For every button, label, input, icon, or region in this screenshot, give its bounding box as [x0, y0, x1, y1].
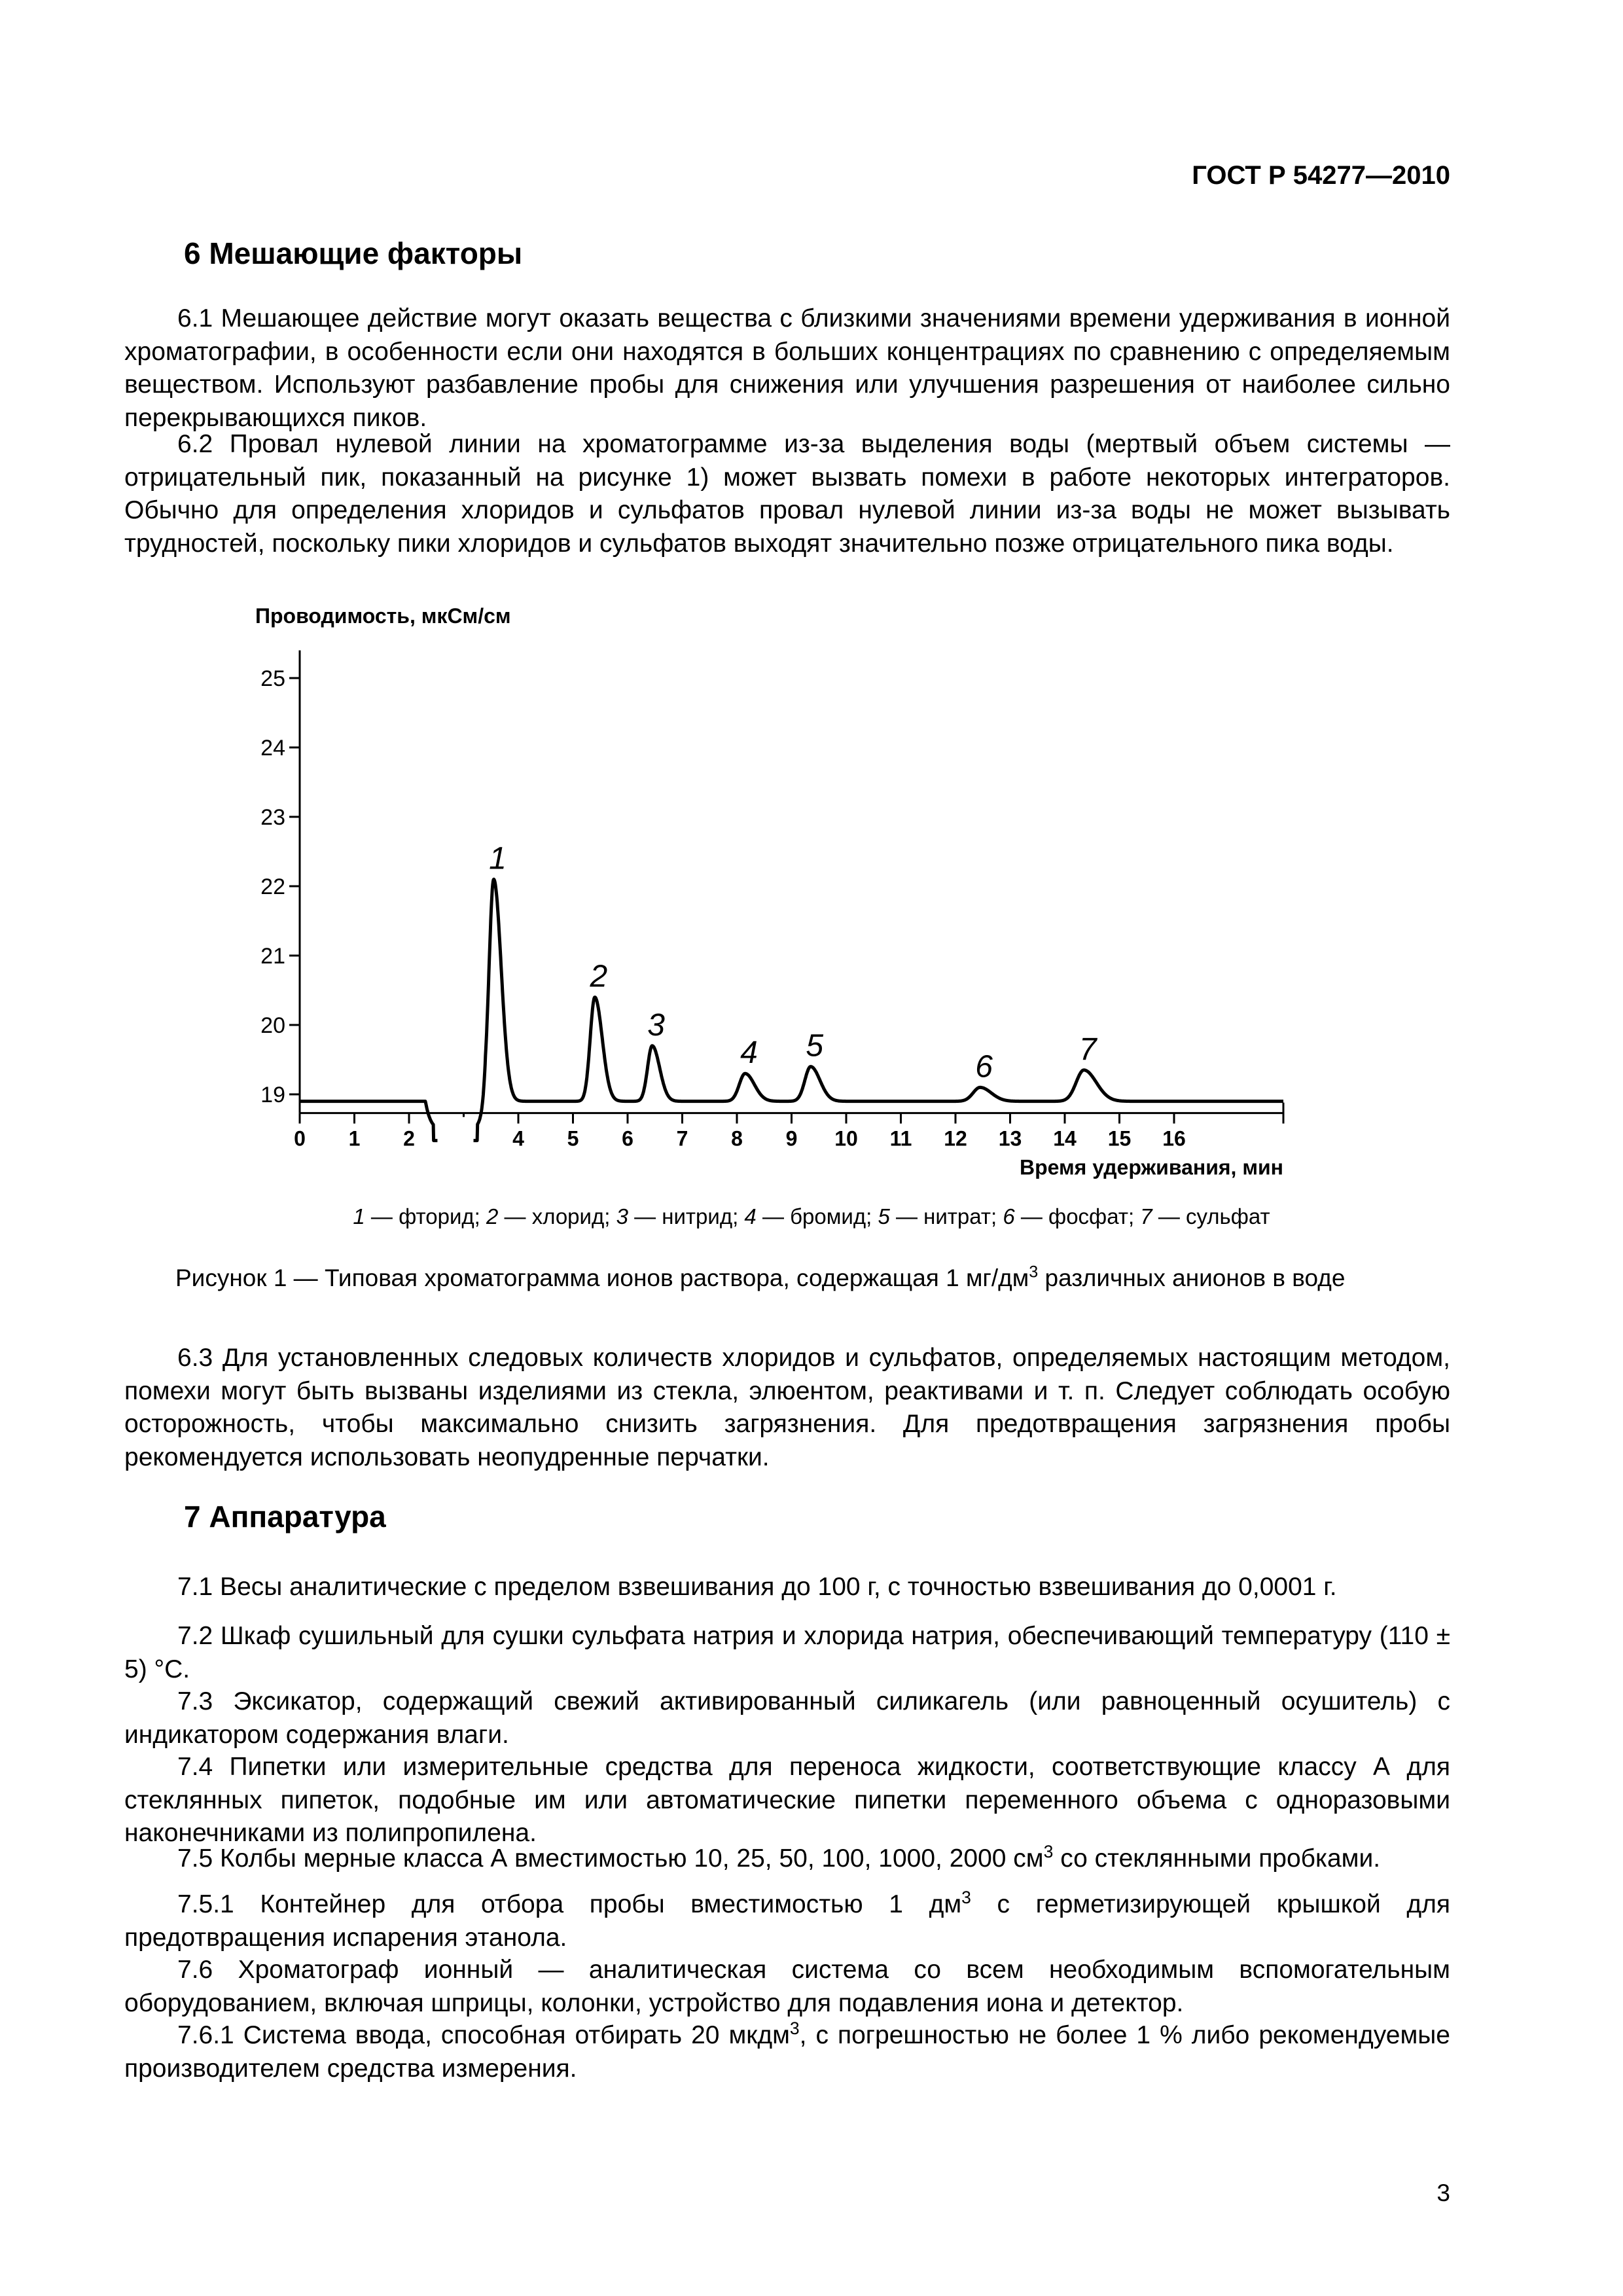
document-id: ГОСТ Р 54277—2010 — [1192, 161, 1450, 190]
peak-label-2: 2 — [590, 959, 608, 994]
paragraph-7-6-1: 7.6.1 Система ввода, способная отбирать 20 мкдм$^3$, с погрешностью не более 1 % либо рекомендуемые производителем средства измерения. — [124, 2018, 1450, 2083]
paragraph-7-5-1: 7.5.1 Контейнер для отбора пробы вместимостью 1 $дм^3$ с герметизирующей крышкой для предотвращения испарения этанола. — [124, 1888, 1451, 1952]
y-tick-label-23: 23 — [260, 805, 285, 830]
paragraph-7-4: 7.4 Пипетки или измерительные средства для переноса жидкости, соответствующие классу А для стеклянных пипеток, подобные им или автоматические пипетки переменного объема с одноразовыми наконечниками из полипропилена. — [124, 1753, 1450, 1848]
y-tick-label-19: 19 — [260, 1083, 285, 1107]
paragraph-7-6: 7.6 Хроматограф ионный — аналитическая система со всем необходимым вспомогательным оборудованием, включая шприцы, колонки, устройство для подавления иона и детектор. — [124, 1956, 1450, 2017]
paragraph-6-1: 6.1 Мешающее действие могут оказать вещества с близкими значениями времени удерживания в ионной хроматографии, в особенности если они находятся в больших концентрациях по сравнению с определяемым веществом. Используют разбавление пробы для снижения или улучшения разрешения от наиболее сильно перекрывающихся пиков. — [124, 304, 1450, 433]
paragraph-7-3: 7.3 Эксикатор, содержащий свежий активированный силикагель (или равноценный осушитель) с индикатором содержания влаги. — [124, 1687, 1450, 1749]
paragraph-7-1-block — [124, 1571, 1450, 1604]
x-tick-label-7: 7 — [676, 1126, 688, 1151]
y-tick-label-21: 21 — [260, 944, 285, 969]
y-tick-label-20: 20 — [260, 1013, 285, 1038]
x-tick-label-15: 15 — [1107, 1126, 1132, 1151]
paragraph-7-2-block — [124, 1620, 1450, 1686]
peak-label-3: 3 — [647, 1007, 665, 1043]
chromatogram-trace — [300, 879, 1283, 1140]
dip-gap-mask — [437, 1117, 473, 1157]
x-tick-label-13: 13 — [998, 1126, 1022, 1151]
peak-label-6: 6 — [975, 1049, 993, 1085]
paragraph-6-2: 6.2 Провал нулевой линии на хроматограмме из-за выделения воды (мертвый объем системы — отрицательный пик, показанный на рисунке 1) может вызвать помехи в работе некоторых интеграторов. Обычно для определения хлоридов и сульфатов провал нулевой линии из-за воды не может вызывать трудностей, поскольку пики хлоридов и сульфатов выходят значительно позже отрицательного пика воды. — [124, 430, 1450, 558]
paragraph-7-3-block — [124, 1685, 1450, 1751]
x-tick-label-2: 2 — [403, 1126, 415, 1151]
paragraph-7-5: 7.5 Колбы мерные класса А вместимостью 10, 25, 50, 100, 1000, 2000 $см^3$ со стеклянными пробками. — [177, 1842, 1381, 1873]
y-tick-label-22: 22 — [260, 874, 285, 899]
page-number: 3 — [1436, 2179, 1450, 2206]
legend-item-6: 6 — фосфат; — [1003, 1204, 1141, 1229]
paragraph-7-1: 7.1 Весы аналитические с пределом взвешивания до 100 г, с точностью взвешивания до 0,0001 г. — [177, 1573, 1337, 1601]
y-tick-label-25: 25 — [260, 666, 285, 691]
x-tick-label-4: 4 — [512, 1126, 524, 1151]
peak-label-7: 7 — [1079, 1031, 1097, 1067]
paragraph-7-5-1-block — [124, 1888, 1450, 1954]
section-6-title: 6 Мешающие факторы — [184, 236, 523, 270]
x-tick-label-6: 6 — [622, 1126, 633, 1151]
legend-item-5: 5 — нитрат; — [878, 1204, 1003, 1229]
y-tick-label-24: 24 — [260, 736, 285, 761]
legend-item-1: 1 — фторид; — [353, 1204, 486, 1229]
paragraph-7-6-1-block — [124, 2019, 1450, 2085]
paragraph-6-3: 6.3 Для установленных следовых количеств хлоридов и сульфатов, определяемых настоящим методом, помехи могут быть вызваны изделиями из стекла, элюентом, реактивами и т. п. Следует соблюдать особую осторожность, чтобы максимально снизить загрязнения. Для предотвращения загрязнения пробы рекомендуется использовать неопудренные перчатки. — [124, 1344, 1450, 1472]
x-tick-label-0: 0 — [294, 1126, 306, 1151]
paragraph-7-2: 7.2 Шкаф сушильный для сушки сульфата натрия и хлорида натрия, обеспечивающий температуру (110 ± 5) °С. — [124, 1622, 1450, 1683]
y-axis-label: Проводимость, мкСм/см — [255, 604, 511, 628]
legend-item-4: 4 — бромид; — [744, 1204, 878, 1229]
x-tick-label-1: 1 — [348, 1126, 361, 1151]
paragraph-7-4-block — [124, 1751, 1450, 1850]
x-tick-label-16: 16 — [1162, 1126, 1186, 1151]
paragraph-7-5-block — [124, 1842, 1450, 1876]
x-tick-label-11: 11 — [889, 1126, 912, 1151]
x-tick-label-9: 9 — [785, 1126, 798, 1151]
legend-item-2: 2 — хлорид; — [486, 1204, 616, 1229]
paragraph-7-6-block — [124, 1954, 1450, 2020]
peak-label-1: 1 — [489, 841, 507, 876]
x-tick-label-14: 14 — [1053, 1126, 1077, 1151]
paragraph-6-3-block — [124, 1342, 1450, 1475]
legend-item-3: 3 — нитрид; — [616, 1204, 745, 1229]
x-tick-label-12: 12 — [944, 1126, 967, 1151]
figure-caption: Рисунок 1 — Типовая хроматограмма ионов раствора, содержащая 1 $мг/дм^3$ различных анионов в воде — [175, 1263, 1346, 1291]
figure-legend — [0, 1204, 1623, 1229]
x-tick-label-8: 8 — [731, 1126, 743, 1151]
legend-item-7: 7 — сульфат — [1140, 1204, 1270, 1229]
x-axis-label: Время удерживания, мин — [1019, 1155, 1283, 1179]
section-7-title: 7 Аппаратура — [184, 1499, 386, 1534]
x-tick-label-10: 10 — [834, 1126, 858, 1151]
x-tick-label-5: 5 — [567, 1126, 579, 1151]
peak-label-4: 4 — [740, 1035, 758, 1071]
peak-label-5: 5 — [806, 1028, 824, 1064]
